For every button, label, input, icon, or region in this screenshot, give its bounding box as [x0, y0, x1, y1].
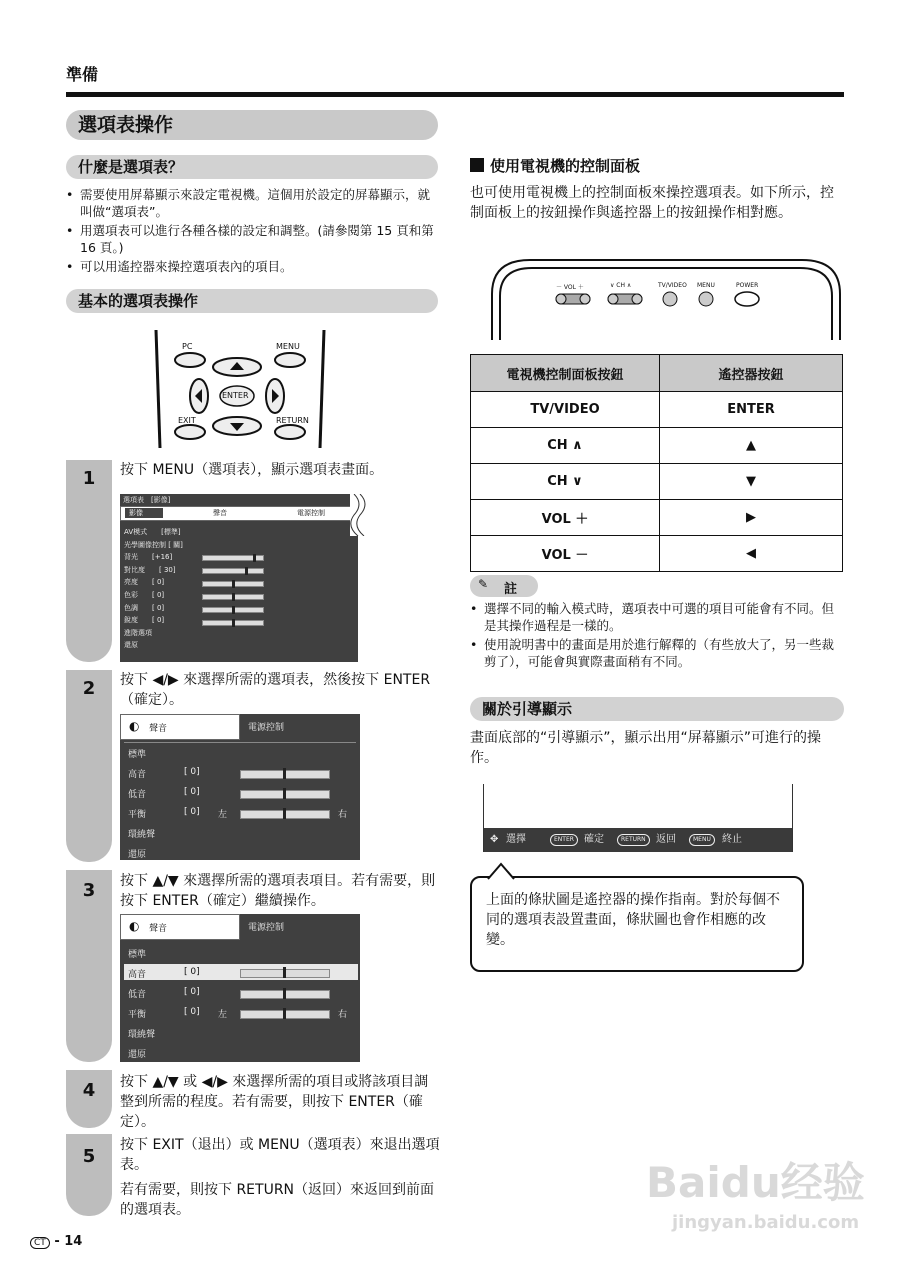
guide-return-key: RETURN	[617, 834, 650, 846]
what-bullet: • 用選項表可以進行各種各樣的設定和調整。(請參閱第 15 頁和第 16 頁。)	[66, 222, 438, 256]
screen3-val: [ 0]	[184, 967, 200, 977]
step-5-text: 按下 EXIT（退出）或 MENU（選項表）來退出選項表。	[120, 1137, 440, 1173]
screen3-tab-power[interactable]: 電源控制	[248, 923, 285, 933]
page-number: 14	[64, 1234, 83, 1249]
screen3-row-reset[interactable]: 還原	[128, 1050, 147, 1060]
table-row	[471, 464, 843, 500]
table-cell: CH ∧	[471, 428, 660, 464]
region-code-badge: CT	[30, 1237, 50, 1249]
page-title: 選項表操作	[66, 110, 438, 140]
guide-exit: 終止	[722, 834, 742, 845]
screen2-row-balance[interactable]: 平衡	[128, 810, 147, 820]
watermark-url: jingyan.baidu.com	[672, 1212, 860, 1233]
screen3-right-label: 右	[338, 1010, 348, 1020]
page-footer: CT - 14	[30, 1234, 82, 1249]
step-5-text-2: 若有需要，則按下 RETURN（返回）來返回到前面的選項表。	[120, 1182, 435, 1218]
screen1-slider[interactable]	[202, 568, 264, 574]
screen3-row-standard[interactable]: 標準	[128, 950, 147, 960]
screen2-val: [ 0]	[184, 807, 200, 817]
screen1-tab-picture[interactable]: 影像	[125, 508, 163, 518]
sound-icon: ◐	[129, 919, 140, 933]
guide-menu-key: MENU	[689, 834, 715, 846]
screen2-left-label: 左	[218, 810, 228, 820]
header-rule	[66, 92, 844, 97]
panel-description: 也可使用電視機上的控制面板來操控選項表。如下所示，控制面板上的按鈕操作與遙控器上的按鈕操作相對應。	[470, 185, 834, 221]
screen2-slider[interactable]	[240, 790, 330, 799]
step-1-bar	[66, 460, 112, 662]
what-heading: 什麼是選項表？	[66, 155, 438, 179]
table-cell: ▶	[660, 500, 843, 536]
table-cell: VOL －	[471, 536, 660, 572]
screen1-slider[interactable]	[202, 581, 264, 587]
screen1-row[interactable]: 色彩 [ 0]	[124, 590, 165, 599]
screen3-val: [ 0]	[184, 987, 200, 997]
guide-confirm: 確定	[584, 834, 604, 845]
screen3-row-balance[interactable]: 平衡	[128, 1010, 147, 1020]
screen2-row-surround[interactable]: 環繞聲	[128, 830, 156, 840]
control-panel-illustration	[490, 254, 842, 340]
guide-bar	[484, 828, 792, 852]
screen1-slider[interactable]	[202, 607, 264, 613]
panel-heading	[470, 155, 640, 176]
screen2-val: [ 0]	[184, 767, 200, 777]
guide-heading: 關於引導顯示	[470, 697, 844, 721]
step-5-number: 5	[82, 1146, 96, 1167]
screen3-slider[interactable]	[240, 990, 330, 999]
guide-back: 返回	[656, 834, 676, 845]
remote-enter-label: ENTER	[222, 391, 249, 400]
square-bullet-icon	[470, 158, 484, 172]
screen2-row-bass[interactable]: 低音	[128, 790, 147, 800]
control-mapping-table	[470, 354, 843, 572]
screen1-row[interactable]: 進階選項	[124, 628, 152, 637]
menu-screen-2	[120, 714, 360, 860]
screen1-slider[interactable]	[202, 555, 264, 561]
screen1-slider[interactable]	[202, 594, 264, 600]
note-badge	[470, 575, 538, 597]
table-row	[471, 500, 843, 536]
guide-callout	[470, 876, 804, 972]
remote-drawing	[150, 330, 330, 448]
watermark-brand: Baidu经验	[646, 1158, 865, 1207]
screen1-tabbar	[120, 506, 360, 521]
pencil-icon: ✎	[478, 577, 489, 591]
screen3-val: [ 0]	[184, 1007, 200, 1017]
what-bullet: • 需要使用屏幕顯示來設定電視機。這個用於設定的屏幕顯示，就叫做“選項表”。	[66, 186, 438, 220]
table-row	[471, 392, 843, 428]
screen1-row[interactable]: 背光 [+16]	[124, 553, 173, 562]
guide-screen	[483, 784, 793, 852]
table-cell: CH ∨	[471, 464, 660, 500]
panel-vol-label: － VOL ＋	[556, 284, 584, 291]
screen1-row[interactable]: 還原	[124, 641, 138, 650]
table-cell: TV/VIDEO	[471, 392, 660, 428]
panel-menu-label: MENU	[697, 282, 715, 289]
screen1-row[interactable]: 色調 [ 0]	[124, 603, 165, 612]
table-cell: ▼	[660, 464, 843, 500]
screen3-row-bass[interactable]: 低音	[128, 990, 147, 1000]
basic-heading: 基本的選項表操作	[66, 289, 438, 313]
remote-illustration	[150, 330, 330, 448]
what-bullets	[66, 186, 438, 277]
note-bullets	[470, 600, 844, 672]
screen1-row[interactable]: 對比度 [ 30]	[124, 565, 176, 574]
screen1-title: 選項表 [影像]	[123, 496, 171, 504]
table-row	[471, 536, 843, 572]
screen1-cut-edge	[350, 494, 370, 536]
screen2-slider[interactable]	[240, 770, 330, 779]
screen2-tab-sound-label: 聲音	[149, 724, 168, 734]
dpad-icon: ✥	[490, 834, 499, 845]
screen1-row[interactable]: 銳度 [ 0]	[124, 616, 165, 625]
step-3-number: 3	[82, 880, 96, 901]
table-row	[471, 428, 843, 464]
table-cell: ▲	[660, 428, 843, 464]
remote-pc-label: PC	[182, 342, 193, 351]
step-1-text: 按下 MENU（選項表），顯示選項表畫面。	[120, 462, 384, 478]
guide-description: 畫面底部的“引導顯示”，顯示出用“屏幕顯示”可進行的操作。	[470, 730, 822, 766]
screen2-right-label: 右	[338, 810, 348, 820]
screen1-tab-power[interactable]: 電源控制	[297, 509, 325, 517]
screen1-row[interactable]: AV模式 [標準]	[124, 528, 181, 536]
guide-callout-text: 上面的條狀圖是遙控器的操作指南。對於每個不同的選項表設置畫面，條狀圖也會作相應的改變。	[486, 892, 780, 948]
screen3-tab-sound-label: 聲音	[149, 924, 168, 934]
screen1-slider[interactable]	[202, 620, 264, 626]
screen2-divider	[124, 742, 356, 743]
remote-exit-label: EXIT	[178, 416, 196, 425]
screen2-row-standard[interactable]: 標準	[128, 750, 147, 760]
guide-select: 選擇	[506, 834, 526, 845]
what-bullet: • 可以用遙控器來操控選項表內的項目。	[66, 258, 438, 275]
screen2-row-treble[interactable]: 高音	[128, 770, 147, 780]
control-panel-drawing	[490, 254, 842, 340]
remote-menu-label: MENU	[276, 342, 300, 351]
panel-power-label: POWER	[736, 282, 759, 289]
screen1-rows	[124, 526, 183, 652]
screen3-tab-sound[interactable]	[120, 914, 240, 940]
screen3-slider[interactable]	[240, 1010, 330, 1019]
sound-icon: ◐	[129, 719, 140, 733]
remote-return-label: RETURN	[276, 416, 309, 425]
screen2-tab-sound[interactable]	[120, 714, 240, 740]
step-4-number: 4	[82, 1080, 96, 1101]
note-bullet: • 選擇不同的輸入模式時，選項表中可選的項目可能會有不同。但是其操作過程是一樣的。	[470, 600, 844, 634]
guide-enter-key: ENTER	[550, 834, 578, 846]
step-2-text: 按下 ◀/▶ 來選擇所需的選項表，然後按下 ENTER（確定）。	[120, 672, 431, 708]
screen3-row-treble[interactable]: 高音	[128, 970, 147, 980]
menu-screen-3	[120, 914, 360, 1062]
step-3-text: 按下 ▲/▼ 來選擇所需的選項表項目。若有需要，則按下 ENTER（確定）繼續操作。	[120, 873, 436, 909]
table-header-row	[471, 355, 843, 392]
step-2-number: 2	[82, 678, 96, 699]
panel-tvvideo-label: TV/VIDEO	[658, 282, 687, 289]
menu-screen-1	[120, 494, 358, 662]
screen1-row[interactable]: 光學圖像控制 [ 關]	[124, 540, 183, 549]
screen1-row[interactable]: 亮度 [ 0]	[124, 578, 165, 587]
table-cell: VOL ＋	[471, 500, 660, 536]
table-header-cell: 電視機控制面板按鈕	[471, 355, 660, 392]
screen2-slider[interactable]	[240, 810, 330, 819]
screen1-tab-sound[interactable]: 聲音	[213, 509, 227, 517]
cut-wave-icon	[350, 494, 370, 536]
panel-ch-label: ∨ CH ∧	[610, 282, 632, 289]
table-cell: ENTER	[660, 392, 843, 428]
section-header: 準備	[66, 65, 99, 84]
panel-heading-text: 使用電視機的控制面板	[490, 157, 641, 175]
screen3-row-surround[interactable]: 環繞聲	[128, 1030, 156, 1040]
screen2-val: [ 0]	[184, 787, 200, 797]
note-bullet: • 使用說明書中的畫面是用於進行解釋的（有些放大了，另一些裁剪了），可能會與實際畫面稍有不同。	[470, 636, 844, 670]
screen3-left-label: 左	[218, 1010, 228, 1020]
callout-pointer	[486, 862, 516, 880]
table-header-cell: 遙控器按鈕	[660, 355, 843, 392]
screen2-tab-power[interactable]: 電源控制	[248, 723, 285, 733]
step-1-number: 1	[82, 468, 96, 489]
screen3-slider[interactable]	[240, 969, 330, 978]
screen2-row-reset[interactable]: 還原	[128, 850, 147, 860]
note-label: 註	[504, 582, 518, 597]
step-4-text: 按下 ▲/▼ 或 ◀/▶ 來選擇所需的項目或將該項目調整到所需的程度。若有需要，則按下 ENTER（確定）。	[120, 1074, 429, 1130]
table-cell: ◀	[660, 536, 843, 572]
